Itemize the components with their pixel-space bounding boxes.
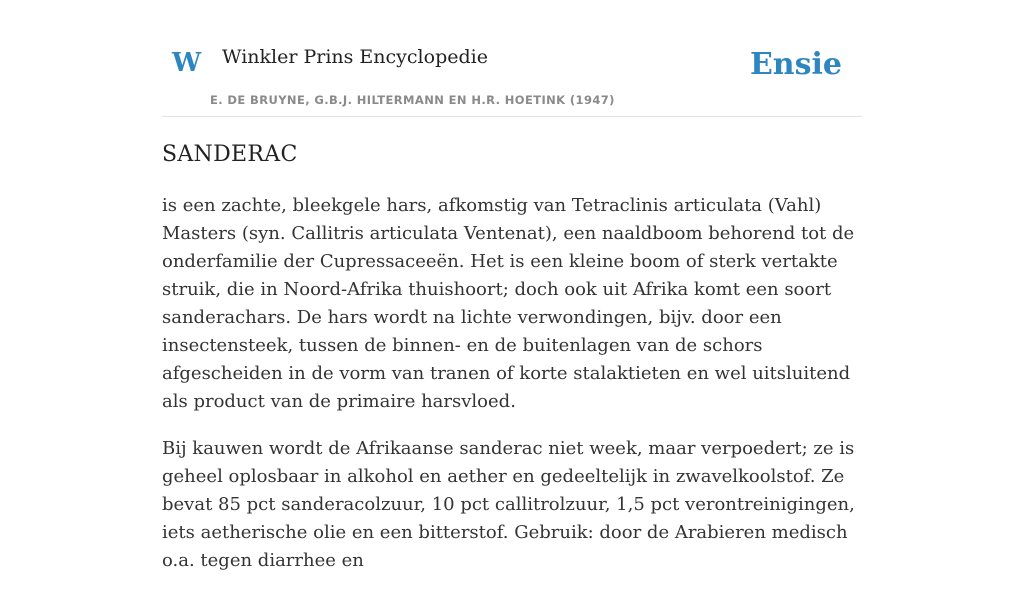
source-header	[162, 0, 862, 117]
paragraph: Bij kauwen wordt de Afrikaanse sanderac niet week, maar verpoedert; ze is geheel oplosbaar in alkohol en aether en gedeeltelijk in zwavelkoolstof. Ze bevat 85 pct sanderacolzuur, 10 pct callitrolzuur, 1,5 pct verontreinigingen, iets aetherische olie en een bitterstof. Gebruik: door de Arabieren medisch o.a. tegen diarrhee en	[162, 438, 855, 571]
article-title: SANDERAC	[162, 142, 298, 167]
ensie-logo[interactable]: Ensie	[749, 47, 842, 82]
source-title[interactable]: Winkler Prins Encyclopedie	[222, 46, 488, 68]
article-body	[162, 192, 862, 594]
paragraph: is een zachte, bleekgele hars, afkomstig van Tetraclinis articulata (Vahl) Masters (syn. Callitris articulata Ventenat), een naaldboom behorend tot de onderfamilie der Cupressaceeën. Het is een kleine boom of sterk vertakte struik, die in Noord-Afrika thuishoort; doch ook uit Afrika komt een soort sanderachars. De hars wordt na lichte verwondingen, bijv. door een insectensteek, tussen de binnen- en de buitenlagen van de schors afgescheiden in de vorm van tranen of korte stalaktieten en wel uitsluitend als product van de primaire harsvloed.	[162, 195, 855, 412]
source-authors: E. DE BRUYNE, G.B.J. HILTERMANN EN H.R. HOETINK (1947)	[210, 93, 615, 107]
winkler-prins-logo[interactable]: W	[172, 48, 202, 78]
